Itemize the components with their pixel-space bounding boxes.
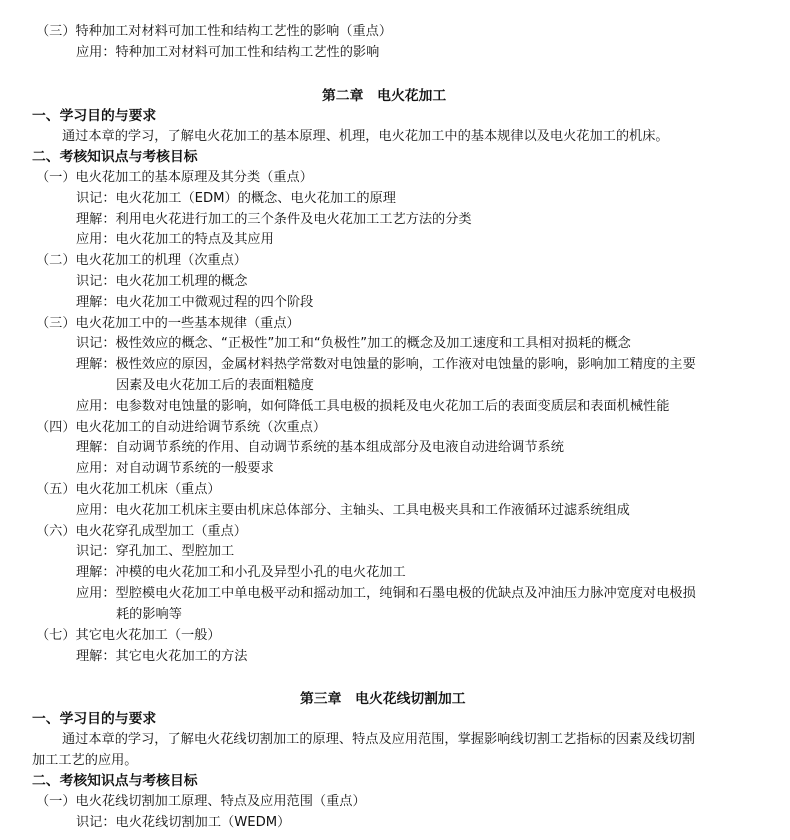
- section-heading: （四）电火花加工的自动进给调节系统（次重点）: [36, 420, 327, 435]
- section-heading: （三）电火花加工中的一些基本规律（重点）: [36, 316, 300, 331]
- objective-apply: 应用：电参数对电蚀量的影响，如何降低工具电极的损耗及电火花加工后的表面变质层和表面机械性能: [76, 399, 670, 414]
- objective-recall: 识记：穿孔加工、型腔加工: [76, 544, 235, 559]
- chapter-title: 第二章 电火花加工: [322, 88, 447, 104]
- part-heading: 二、考核知识点与考核目标: [32, 773, 198, 789]
- objective-recall: 识记：电火花线切割加工（WEDM）: [76, 815, 291, 830]
- section-heading: （一）电火花加工的基本原理及其分类（重点）: [36, 170, 313, 185]
- objective-understand: 理解：极性效应的原因，金属材料热学常数对电蚀量的影响，工作液对电蚀量的影响，影响加工精度的主要: [76, 357, 696, 372]
- objective-continuation: 耗的影响等: [116, 607, 182, 622]
- part-heading: 一、学习目的与要求: [32, 108, 157, 124]
- section-heading: （五）电火花加工机床（重点）: [36, 482, 221, 497]
- paragraph: 通过本章的学习，了解电火花加工的基本原理、机理，电火花加工中的基本规律以及电火花加工的机床。: [62, 129, 669, 144]
- objective-understand: 理解：电火花加工中微观过程的四个阶段: [76, 295, 314, 310]
- section-heading: （一）电火花线切割加工原理、特点及应用范围（重点）: [36, 794, 366, 809]
- part-heading: 一、学习目的与要求: [32, 711, 157, 727]
- objective-understand: 理解：其它电火花加工的方法: [76, 649, 248, 664]
- paragraph-continuation: 加工工艺的应用。: [32, 753, 138, 768]
- objective-recall: 识记：电火花加工（EDM）的概念、电火花加工的原理: [76, 191, 396, 206]
- objective-apply: 应用：特种加工对材料可加工性和结构工艺性的影响: [76, 45, 380, 60]
- objective-understand: 理解：自动调节系统的作用、自动调节系统的基本组成部分及电液自动进给调节系统: [76, 440, 564, 455]
- objective-recall: 识记：极性效应的概念、“正极性”加工和“负极性”加工的概念及加工速度和工具相对损耗的概念: [76, 336, 631, 351]
- section-heading: （三）特种加工对材料可加工性和结构工艺性的影响（重点）: [36, 24, 393, 39]
- objective-understand: 理解：冲模的电火花加工和小孔及异型小孔的电火花加工: [76, 565, 406, 580]
- section-heading: （七）其它电火花加工（一般）: [36, 628, 221, 643]
- objective-continuation: 因素及电火花加工后的表面粗糙度: [116, 378, 314, 393]
- section-heading: （二）电火花加工的机理（次重点）: [36, 253, 247, 268]
- part-heading: 二、考核知识点与考核目标: [32, 149, 198, 165]
- objective-apply: 应用：电火花加工的特点及其应用: [76, 232, 274, 247]
- objective-apply: 应用：对自动调节系统的一般要求: [76, 461, 274, 476]
- objective-understand: 理解：利用电火花进行加工的三个条件及电火花加工工艺方法的分类: [76, 212, 472, 227]
- chapter-title: 第三章 电火花线切割加工: [300, 691, 466, 707]
- section-heading: （六）电火花穿孔成型加工（重点）: [36, 524, 247, 539]
- objective-apply: 应用：电火花加工机床主要由机床总体部分、主轴头、工具电极夹具和工作液循环过滤系统组成: [76, 503, 630, 518]
- objective-recall: 识记：电火花加工机理的概念: [76, 274, 248, 289]
- paragraph: 通过本章的学习，了解电火花线切割加工的原理、特点及应用范围，掌握影响线切割工艺指标的因素及线切割: [62, 732, 695, 747]
- objective-apply: 应用：型腔模电火花加工中单电极平动和摇动加工，纯铜和石墨电极的优缺点及冲油压力脉冲宽度对电极损: [76, 586, 696, 601]
